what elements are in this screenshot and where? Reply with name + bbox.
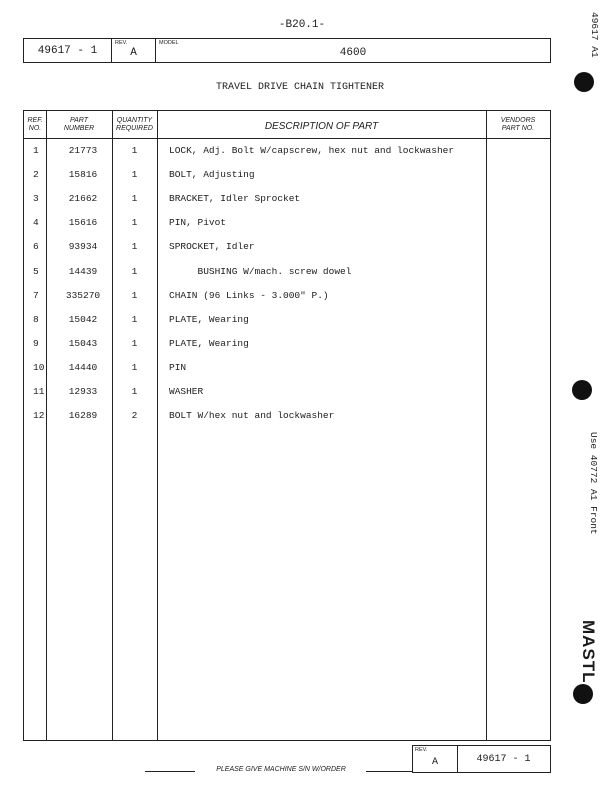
header-ref-line1: REF. — [27, 117, 43, 124]
header-qty-line1: QUANTITY — [116, 117, 153, 124]
ref-no-cell: 7 — [33, 289, 39, 301]
ref-no-cell: 11 — [33, 386, 45, 397]
header-ref-no — [24, 113, 46, 137]
header-model-value: 4600 — [339, 47, 367, 59]
table-row — [24, 266, 550, 278]
footer-rev-cell — [413, 746, 458, 772]
table-row — [24, 241, 550, 253]
part-number-cell: 14439 — [68, 265, 98, 277]
quantity-cell: 1 — [131, 145, 138, 156]
ref-no-cell: 6 — [33, 241, 39, 253]
ref-no-cell: 9 — [33, 337, 39, 349]
header-part-number — [46, 113, 112, 137]
description-cell: PLATE, Wearing — [169, 337, 249, 349]
footer-note: PLEASE GIVE MACHINE S/N W/ORDER — [216, 766, 346, 773]
quantity-cell: 1 — [131, 241, 138, 253]
header-doc-number: 49617 - 1 — [24, 39, 112, 62]
description-cell: BUSHING W/mach. screw dowel — [169, 265, 352, 277]
header-part-line1: PART — [69, 117, 89, 124]
header-box — [23, 38, 551, 63]
part-number-cell: 93934 — [68, 241, 98, 253]
part-number-cell: 15616 — [68, 217, 98, 229]
quantity-cell: 1 — [131, 193, 138, 205]
column-divider — [157, 111, 158, 740]
ref-no-cell: 5 — [33, 265, 39, 277]
table-row — [24, 145, 550, 157]
margin-brand-mark: MASTL — [579, 620, 598, 684]
part-number-cell: 335270 — [65, 289, 101, 301]
table-row — [24, 169, 550, 181]
description-cell: PLATE, Wearing — [169, 313, 249, 325]
header-rev-value: A — [130, 47, 137, 59]
quantity-cell: 1 — [131, 289, 138, 301]
part-number-cell: 15042 — [68, 313, 98, 325]
table-row — [24, 386, 550, 398]
part-number-cell: 12933 — [68, 386, 98, 397]
description-cell: WASHER — [169, 386, 204, 397]
table-row — [24, 410, 550, 422]
header-model-cell — [156, 39, 550, 62]
quantity-cell: 1 — [131, 313, 138, 325]
quantity-cell: 1 — [131, 361, 138, 373]
description-cell: BRACKET, Idler Sprocket — [169, 193, 301, 205]
table-row — [24, 217, 550, 229]
table-row — [24, 314, 550, 326]
quantity-cell: 1 — [131, 265, 138, 277]
ref-no-cell: 12 — [33, 410, 45, 422]
description-cell: PIN — [169, 361, 187, 373]
part-number-cell: 16289 — [68, 410, 98, 422]
description-cell: SPROCKET, Idler — [169, 241, 255, 253]
ref-no-cell: 3 — [33, 193, 39, 205]
column-divider — [112, 111, 113, 740]
description-cell: PIN, Pivot — [169, 217, 227, 229]
binder-hole-icon — [572, 380, 592, 400]
footer-box — [412, 745, 551, 773]
header-ref-line2: NO. — [28, 125, 42, 132]
header-quantity — [112, 113, 157, 137]
column-divider — [486, 111, 487, 740]
header-vendor-line2: PART NO. — [501, 125, 535, 132]
description-cell: BOLT, Adjusting — [169, 169, 255, 181]
header-vendor-line1: VENDORS — [500, 117, 536, 124]
quantity-cell: 1 — [131, 337, 138, 349]
binder-hole-icon — [574, 72, 594, 92]
table-row — [24, 338, 550, 350]
header-vendors-part — [486, 113, 550, 137]
ref-no-cell: 2 — [33, 169, 39, 181]
description-cell: LOCK, Adj. Bolt W/capscrew, hex nut and lockwasher — [169, 145, 455, 156]
description-cell: BOLT W/hex nut and lockwasher — [169, 410, 335, 422]
header-qty-line2: REQUIRED — [116, 125, 153, 132]
page-number: -B20.1- — [278, 19, 326, 31]
quantity-cell: 2 — [131, 410, 138, 422]
footer-rule-right — [366, 771, 412, 772]
header-model-label: MODEL — [159, 40, 179, 46]
quantity-cell: 1 — [131, 217, 138, 229]
header-divider — [24, 138, 550, 139]
ref-no-cell: 8 — [33, 313, 39, 325]
footer-doc-number: 49617 - 1 — [476, 753, 531, 765]
quantity-cell: 1 — [131, 169, 138, 181]
part-number-cell: 15816 — [68, 169, 98, 181]
margin-stamp-doc: 49617 A1 — [589, 12, 600, 58]
footer-rev-label: REV. — [415, 747, 428, 753]
description-cell: CHAIN (96 Links - 3.000" P.) — [169, 289, 329, 301]
header-description: DESCRIPTION OF PART — [264, 121, 379, 132]
parts-table — [23, 110, 551, 741]
table-row — [24, 290, 550, 302]
table-row — [24, 193, 550, 205]
header-rev-cell — [112, 39, 156, 62]
quantity-cell: 1 — [131, 386, 138, 397]
ref-no-cell: 4 — [33, 217, 39, 229]
ref-no-cell: 10 — [33, 361, 45, 373]
part-number-cell: 15043 — [68, 337, 98, 349]
header-rev-label: REV. — [115, 40, 128, 46]
part-number-cell: 14440 — [68, 361, 98, 373]
footer-rev-value: A — [431, 757, 438, 768]
margin-stamp-use: Use 40772 A1 Front — [588, 432, 599, 535]
footer-rule-left — [145, 771, 195, 772]
page-title: TRAVEL DRIVE CHAIN TIGHTENER — [215, 82, 385, 93]
part-number-cell: 21662 — [68, 193, 98, 205]
column-divider — [46, 111, 47, 740]
binder-hole-icon — [573, 684, 593, 704]
table-row — [24, 362, 550, 374]
header-part-line2: NUMBER — [63, 125, 95, 132]
part-number-cell: 21773 — [68, 145, 98, 156]
ref-no-cell: 1 — [33, 145, 39, 156]
